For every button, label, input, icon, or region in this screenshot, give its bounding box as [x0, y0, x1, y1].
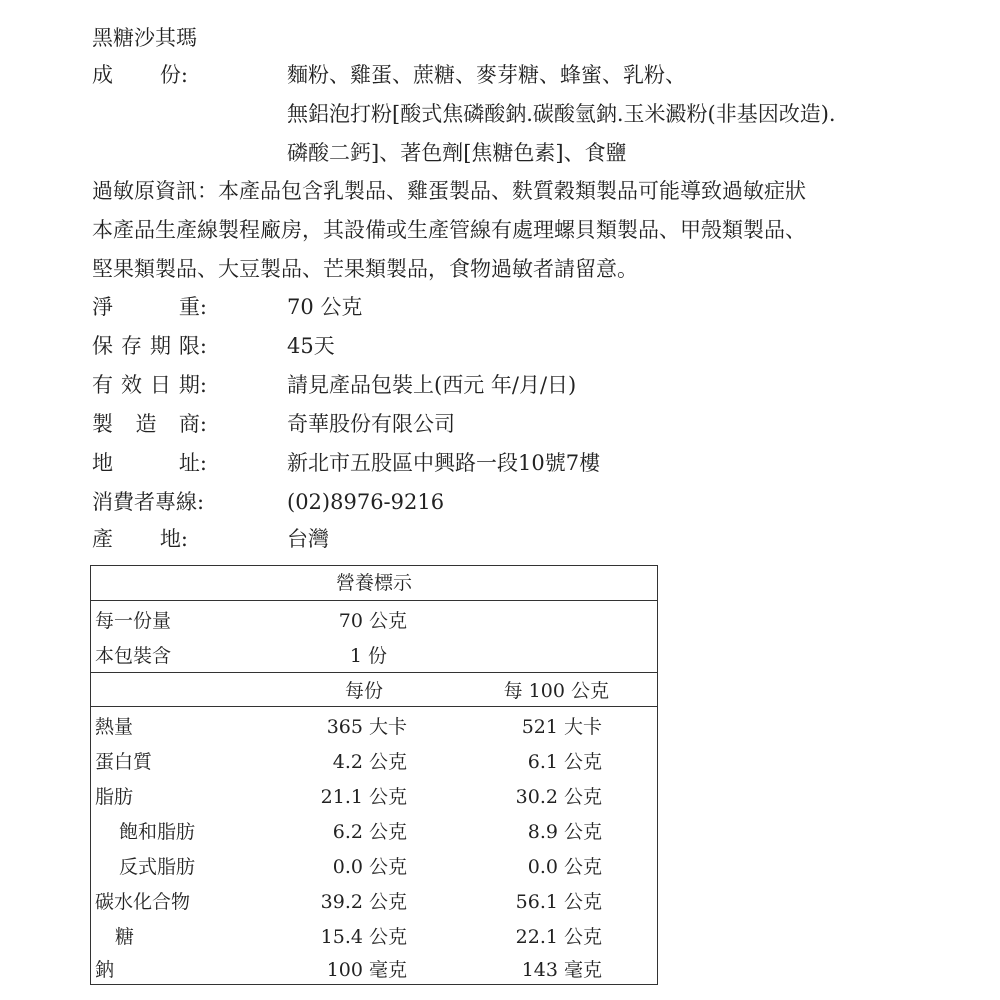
product-name: 黑糖沙其瑪	[92, 26, 197, 50]
manufacturer-label-wrap: 製 造 商:	[92, 412, 207, 436]
nutrient-per-serving: 39.2 公克	[320, 891, 407, 913]
nutrient-per-serving: 15.4 公克	[320, 926, 407, 948]
nutrient-per-100g: 56.1 公克	[515, 891, 602, 913]
expiry-label-wrap: 有 效 日 期:	[92, 373, 207, 397]
shelf-life-label-wrap: 保 存 期 限:	[92, 334, 207, 358]
manufacturer-value: 奇華股份有限公司	[287, 412, 455, 436]
nutrition-table	[90, 565, 658, 985]
address-label-wrap: 地 址:	[92, 451, 207, 475]
nutrient-per-100g: 8.9 公克	[527, 821, 602, 843]
nutrient-per-serving: 100 毫克	[326, 959, 407, 981]
address-value: 新北市五股區中興路一段10號7樓	[287, 451, 601, 475]
nutrient-per-100g: 0.0 公克	[527, 856, 602, 878]
divider	[91, 672, 657, 673]
servings-label: 本包裝含	[95, 645, 172, 667]
serving-size-value: 70 公克	[338, 610, 407, 632]
nutrient-name: 鈉	[95, 959, 115, 981]
nutrient-per-serving: 4.2 公克	[332, 751, 407, 773]
nutrient-name: 脂肪	[95, 786, 134, 808]
nutrient-name: 蛋白質	[95, 751, 153, 773]
nutrient-per-serving: 365 大卡	[326, 716, 407, 738]
nutrient-per-100g: 143 毫克	[521, 959, 602, 981]
col-per-serving: 每份	[344, 680, 383, 702]
hotline-value: (02)8976-9216	[287, 490, 445, 514]
origin-value: 台灣	[287, 527, 329, 551]
divider	[91, 600, 657, 601]
ingredients-line-2: 無鋁泡打粉[酸式焦磷酸鈉.碳酸氫鈉.玉米澱粉(非基因改造).	[287, 102, 836, 126]
shelf-life-value: 45天	[287, 334, 335, 358]
nutrient-name: 熱量	[95, 716, 134, 738]
divider	[91, 706, 657, 707]
nutrition-title: 營養標示	[335, 572, 412, 594]
col-per-100g: 每 100 公克	[503, 680, 609, 702]
hotline-label: 消費者專線:	[92, 490, 205, 514]
nutrient-name: 反式脂肪	[119, 856, 196, 878]
ingredients-line-3: 磷酸二鈣]、著色劑[焦糖色素]、食鹽	[287, 141, 627, 165]
nutrient-name: 飽和脂肪	[119, 821, 196, 843]
allergen-line-2: 本產品生產線製程廠房，其設備或生產管線有處理螺貝類製品、甲殼類製品、	[92, 218, 806, 242]
nutrient-name: 糖	[115, 926, 135, 948]
allergen-line-1: 過敏原資訊：本產品包含乳製品、雞蛋製品、麩質穀類製品可能導致過敏症狀	[92, 179, 806, 203]
nutrient-per-100g: 30.2 公克	[515, 786, 602, 808]
net-weight-label-wrap: 淨 重:	[92, 295, 207, 319]
nutrient-per-serving: 0.0 公克	[332, 856, 407, 878]
allergen-line-3: 堅果類製品、大豆製品、芒果類製品，食物過敏者請留意。	[92, 257, 638, 281]
expiry-value: 請見產品包裝上(西元 年/月/日)	[287, 373, 577, 397]
servings-value: 1 份	[349, 645, 387, 667]
nutrient-per-serving: 6.2 公克	[332, 821, 407, 843]
ingredients-label: 成 份:	[92, 63, 188, 87]
net-weight-value: 70 公克	[287, 295, 363, 319]
nutrient-per-serving: 21.1 公克	[320, 786, 407, 808]
serving-size-label: 每一份量	[95, 610, 172, 632]
ingredients-line-1: 麵粉、雞蛋、蔗糖、麥芽糖、蜂蜜、乳粉、	[287, 63, 686, 87]
nutrient-name: 碳水化合物	[95, 891, 191, 913]
nutrient-per-100g: 6.1 公克	[527, 751, 602, 773]
nutrient-per-100g: 521 大卡	[521, 716, 602, 738]
origin-label-wrap: 產 地:	[92, 527, 188, 551]
nutrient-per-100g: 22.1 公克	[515, 926, 602, 948]
